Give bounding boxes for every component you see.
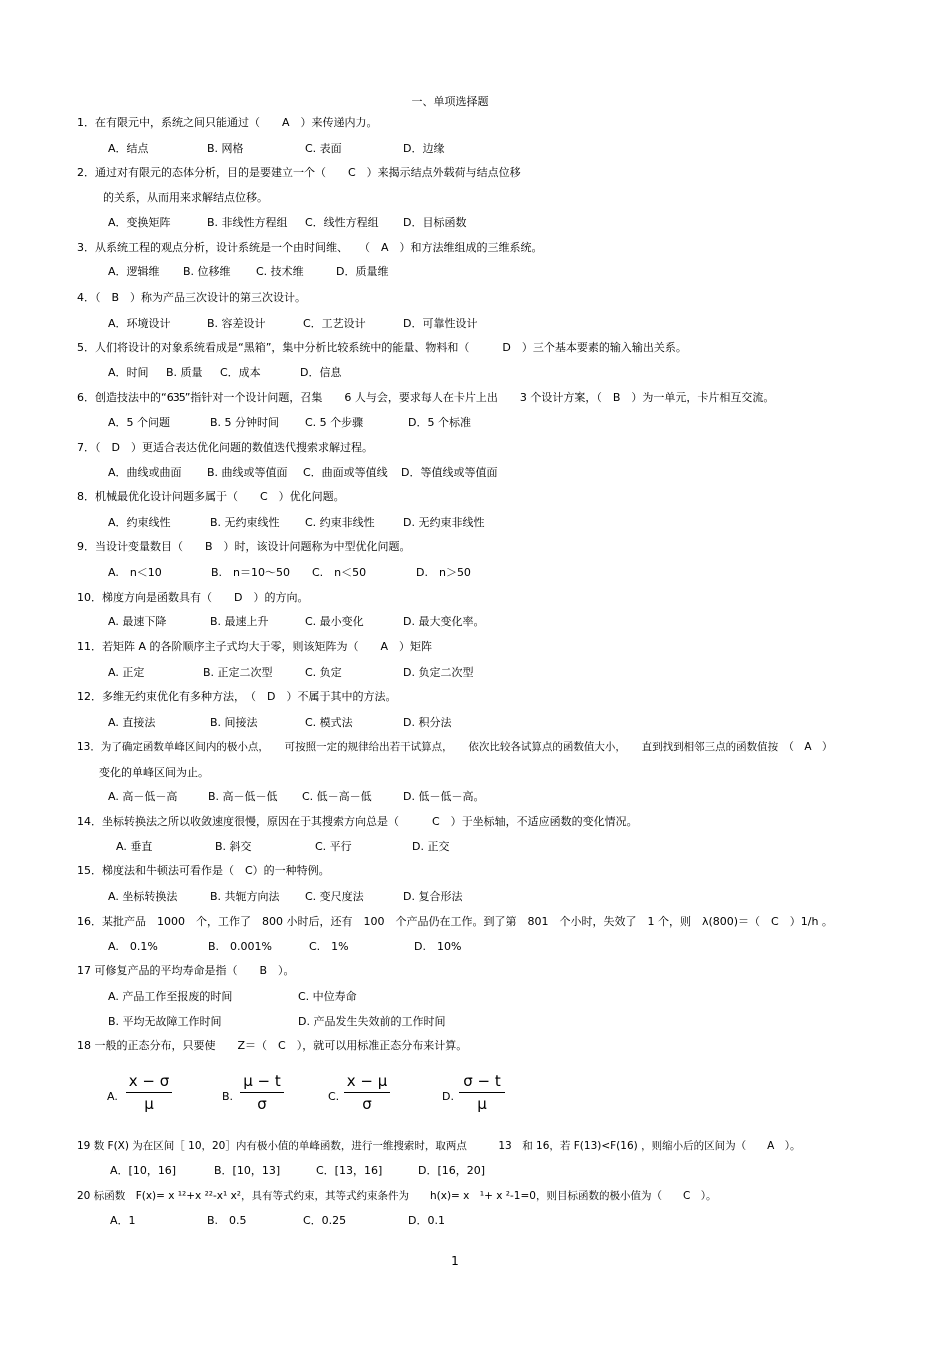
fraction-bar	[240, 1092, 284, 1093]
question-10-stem: 10．梯度方向是函数具有（ D ）的方向。	[77, 591, 309, 604]
question-7-stem: 7．（ D ）更适合表达优化问题的数值迭代搜索求解过程。	[77, 441, 373, 454]
question-5-stem: 5．人们将设计的对象系统看成是“黑箱”，集中分析比较系统中的能量、物料和（ D ）三个基本要素的输入输出关系。	[77, 341, 687, 354]
q17-option-b: B. 平均无故障工作时间	[108, 1015, 222, 1028]
q18-option-b-label: B.	[222, 1090, 234, 1103]
question-4-stem: 4．（ B ）称为产品三次设计的第三次设计。	[77, 291, 307, 304]
q4-option-d: D．可靠性设计	[403, 317, 478, 330]
q5-option-a: A．时间	[108, 366, 149, 379]
q16-option-b: B. 0.001%	[208, 940, 272, 953]
q14-option-a: A. 垂直	[116, 840, 153, 853]
section-title: 一、单项选择题	[411, 95, 489, 108]
q15-option-c: C. 变尺度法	[305, 890, 364, 903]
q3-option-c: C. 技术维	[256, 265, 304, 278]
q18-option-c-denominator: σ	[362, 1095, 372, 1113]
q18-option-a-numerator: x − σ	[128, 1072, 170, 1090]
q2-option-a: A．变换矩阵	[108, 216, 171, 229]
q14-option-b: B. 斜交	[215, 840, 252, 853]
q5-option-d: D．信息	[300, 366, 342, 379]
q5-option-b: B. 质量	[166, 366, 203, 379]
q18-option-c-label: C.	[328, 1090, 340, 1103]
q6-option-b: B. 5 分钟时间	[210, 416, 280, 429]
q16-option-a: A. 0.1%	[108, 940, 158, 953]
q2-option-b: B. 非线性方程组	[207, 216, 288, 229]
question-6-code: 635	[166, 391, 185, 404]
q2-option-d: D．目标函数	[403, 216, 467, 229]
q16-option-d: D. 10%	[414, 940, 462, 953]
q9-option-b: B. n＝10～50	[211, 566, 291, 579]
q9-option-a: A. n＜10	[108, 566, 162, 579]
q15-option-a: A. 坐标转换法	[108, 890, 178, 903]
q17-option-c: C. 中位寿命	[298, 990, 357, 1003]
q18-option-d-denominator: μ	[477, 1095, 487, 1113]
question-2-stem: 2．通过对有限元的态体分析，目的是要建立一个（ C ）来揭示结点外载荷与结点位移	[77, 166, 521, 179]
q11-option-a: A. 正定	[108, 666, 145, 679]
q20-option-b: B. 0.5	[207, 1214, 247, 1227]
question-18-stem: 18 一般的正态分布，只要使 Z＝（ C ），就可以用标准正态分布来计算。	[77, 1039, 468, 1052]
question-16-stem: 16．某批产品 1000 个，工作了 800 小时后，还有 100 个产品仍在工作。到了第 801 个小时，失效了 1 个，则 λ(800)＝（ C ）1/h 。	[77, 915, 833, 928]
question-19-stem: 19 数 F(X) 为在区间［ 10，20］内有极小值的单峰函数，进行一维搜索时，取两点 13 和 16，若 F(13)<F(16) ，则缩小后的区间为（ A ）。	[77, 1140, 801, 1152]
q19-option-c: C．[13，16]	[316, 1164, 383, 1177]
q3-option-b: B. 位移维	[183, 265, 231, 278]
q20-option-d: D．0.1	[408, 1214, 445, 1227]
q8-option-a: A．约束线性	[108, 516, 171, 529]
q3-option-a: A．逻辑维	[108, 265, 160, 278]
q13-option-a: A. 高－低－高	[108, 790, 178, 803]
q18-option-b-denominator: σ	[257, 1095, 267, 1113]
q8-option-c: C. 约束非线性	[305, 516, 375, 529]
question-2-stem-cont: 的关系，从而用来求解结点位移。	[103, 191, 268, 204]
q20-option-a: A．1	[110, 1214, 136, 1227]
question-14-stem: 14．坐标转换法之所以收敛速度很慢，原因在于其搜索方向总是（ C ）于坐标轴，不适应函数的变化情况。	[77, 815, 638, 828]
question-11-stem: 11．若矩阵 A 的各阶顺序主子式均大于零，则该矩阵为（ A ）矩阵	[77, 640, 433, 653]
question-6-stem	[77, 391, 774, 405]
q7-option-c: C．曲面或等值线	[303, 466, 388, 479]
q8-option-b: B. 无约束线性	[210, 516, 280, 529]
q6-option-a: A．5 个问题	[108, 416, 171, 429]
q3-option-d: D．质量维	[336, 265, 389, 278]
q1-option-c: C. 表面	[305, 142, 342, 155]
q11-option-c: C. 负定	[305, 666, 342, 679]
fraction-bar	[126, 1092, 172, 1093]
question-15-stem: 15．梯度法和牛顿法可看作是（ C）的一种特例。	[77, 864, 330, 877]
q1-option-d: D．边缘	[403, 142, 445, 155]
question-17-stem: 17 可修复产品的平均寿命是指（ B ）。	[77, 964, 295, 977]
q9-option-c: C. n＜50	[312, 566, 367, 579]
q11-option-b: B. 正定二次型	[203, 666, 273, 679]
q11-option-d: D. 负定二次型	[403, 666, 474, 679]
question-6-stem-part-1: 6．创造技法中的“	[77, 391, 167, 404]
q18-option-c-fraction	[344, 1072, 390, 1113]
q18-option-d-label: D.	[442, 1090, 454, 1103]
question-13-stem: 13．为了确定函数单峰区间内的极小点， 可按照一定的规律给出若干试算点， 依次比较各试算点的函数值大小， 直到找到相邻三点的函数值按 （ A ）	[77, 741, 833, 753]
q18-option-a-label: A.	[107, 1090, 118, 1103]
question-3-stem: 3．从系统工程的观点分析，设计系统是一个由时间维、 （ A ）和方法维组成的三维系统。	[77, 241, 543, 254]
q19-option-d: D．[16，20]	[418, 1164, 486, 1177]
q5-option-c: C．成本	[220, 366, 261, 379]
q18-option-b-fraction	[240, 1072, 284, 1113]
fraction-bar	[344, 1092, 390, 1093]
q2-option-c: C．线性方程组	[305, 216, 379, 229]
q18-option-b-numerator: μ − t	[243, 1072, 281, 1090]
q12-option-b: B. 间接法	[210, 716, 258, 729]
q15-option-b: B. 共轭方向法	[210, 890, 280, 903]
q9-option-d: D. n＞50	[416, 566, 471, 579]
q17-option-a: A. 产品工作至报废的时间	[108, 990, 233, 1003]
q13-option-c: C. 低－高－低	[302, 790, 372, 803]
q7-option-b: B. 曲线或等值面	[207, 466, 288, 479]
q13-option-b: B. 高－低－低	[208, 790, 278, 803]
q12-option-d: D. 积分法	[403, 716, 452, 729]
fraction-bar	[459, 1092, 505, 1093]
q19-option-a: A．[10，16]	[110, 1164, 177, 1177]
question-9-stem: 9．当设计变量数目（ B ）时，该设计问题称为中型优化问题。	[77, 540, 411, 553]
q13-option-d: D. 低－低－高。	[403, 790, 485, 803]
q18-option-d-numerator: σ − t	[463, 1072, 501, 1090]
q14-option-c: C. 平行	[315, 840, 352, 853]
q15-option-d: D. 复合形法	[403, 890, 463, 903]
q16-option-c: C. 1%	[309, 940, 349, 953]
q18-option-c-numerator: x − μ	[346, 1072, 388, 1090]
q12-option-a: A. 直接法	[108, 716, 156, 729]
q18-option-a-fraction	[126, 1072, 172, 1113]
q10-option-a: A. 最速下降	[108, 615, 167, 628]
question-12-stem: 12．多维无约束优化有多种方法， （ D ）不属于其中的方法。	[77, 690, 397, 703]
q7-option-a: A．曲线或曲面	[108, 466, 182, 479]
q1-option-b: B. 网格	[207, 142, 244, 155]
page-number: 1	[451, 1254, 459, 1268]
q17-option-d: D. 产品发生失效前的工作时间	[298, 1015, 446, 1028]
q4-option-b: B. 容差设计	[207, 317, 266, 330]
question-6-stem-part-2: ”指针对一个设计问题，召集 6 人与会，要求每人在卡片上出 3 个设计方案，（ B ）为一单元，卡片相互交流。	[184, 391, 775, 404]
q10-option-d: D. 最大变化率。	[403, 615, 485, 628]
q7-option-d: D．等值线或等值面	[401, 466, 498, 479]
q18-option-d-fraction	[459, 1072, 505, 1113]
q19-option-b: B．[10，13]	[214, 1164, 281, 1177]
q14-option-d: D. 正交	[412, 840, 450, 853]
q10-option-b: B. 最速上升	[210, 615, 269, 628]
q4-option-c: C．工艺设计	[303, 317, 366, 330]
q20-option-c: C．0.25	[303, 1214, 347, 1227]
q6-option-c: C. 5 个步骤	[305, 416, 364, 429]
q4-option-a: A．环境设计	[108, 317, 171, 330]
q12-option-c: C. 模式法	[305, 716, 353, 729]
question-8-stem: 8．机械最优化设计问题多属于（ C ）优化问题。	[77, 490, 345, 503]
question-20-stem: 20 标函数 F(x)= x ¹²+x ²²-x¹ x²，具有等式约束，其等式约束条件为 h(x)= x ¹+ x ²-1=0，则目标函数的极小值为（ C ）。	[77, 1190, 717, 1202]
question-13-stem-cont: 变化的单峰区间为止。	[99, 766, 209, 779]
q8-option-d: D. 无约束非线性	[403, 516, 485, 529]
question-1-stem: 1．在有限元中，系统之间只能通过（ A ）来传递内力。	[77, 116, 378, 129]
q18-option-a-denominator: μ	[144, 1095, 154, 1113]
q1-option-a: A．结点	[108, 142, 149, 155]
q6-option-d: D．5 个标准	[408, 416, 471, 429]
q10-option-c: C. 最小变化	[305, 615, 364, 628]
